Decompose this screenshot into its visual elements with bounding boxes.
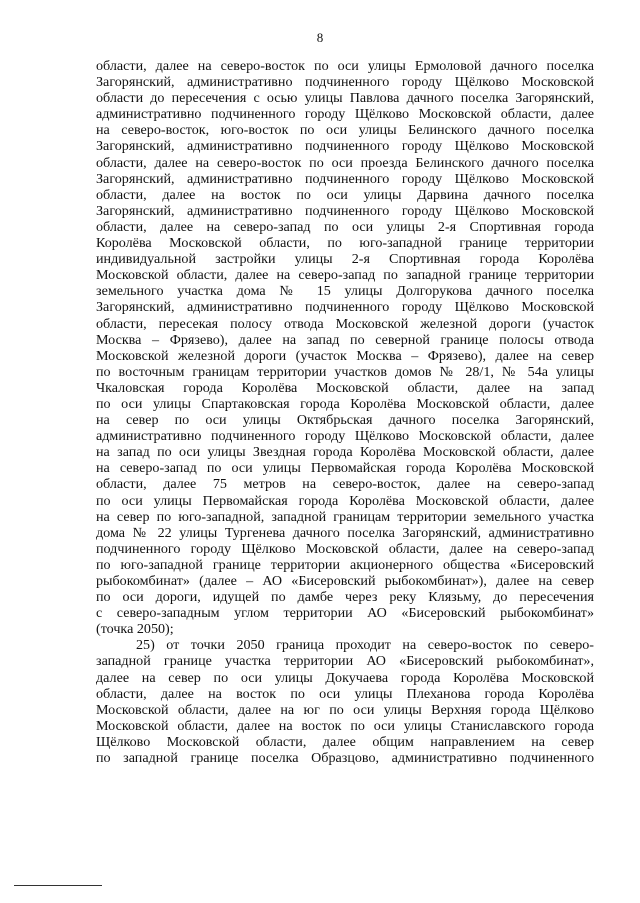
text-line: Московской области, далее на северо-запад по западной границе территории [96,267,594,284]
text-line: области до пересечения с осью улицы Павлова дачного поселка Загорянский, [96,90,594,107]
text-line: Загорянский, административно подчиненного городу Щёлково Московской [96,299,594,316]
text-line: области, далее на северо-восток по оси проезда Белинского дачного поселка [96,154,594,171]
footnote-divider [14,885,102,886]
text-line: рыбокомбинат» (далее – АО «Бисеровский рыбокомбинат»), далее на север [96,573,594,589]
text-line: далее на север по оси улицы Докучаева города Королёва Московской [96,669,594,686]
text-line: земельного участка дома № 15 улицы Долгорукова дачного поселка [96,283,594,300]
text-line: по оси дороги, идущей по дамбе через реку Клязьму, до пересечения [96,589,594,606]
text-line: области, далее на восток по оси улицы Дарвина дачного поселка [96,186,594,203]
text-line: административно подчиненного городу Щёлково Московской области, далее [96,106,594,123]
text-line: на север по юго-западной, западной границам территории земельного участка [96,508,594,525]
text-line: Загорянский, административно подчиненного городу Щёлково Московской [96,170,594,187]
text-line: Московской области, далее на восток по оси улицы Станиславского города [96,717,594,734]
text-line: Щёлково Московской области, далее общим направлением на север [96,733,594,750]
text-line: с северо-западным углом территории АО «Бисеровский рыбокомбинат» [96,605,594,622]
text-line: области, пересекая полосу отвода Московской железной дороги (участок [96,315,594,332]
text-line: Московской железной дороги (участок Москва – Фрязево), далее на север [96,347,594,364]
text-line: 25) от точки 2050 граница проходит на северо-восток по северо- [136,637,594,654]
text-line: Королёва Московской области, по юго-западной границе территории [96,235,594,252]
text-line: по восточным границам территории участков домов № 28/1, № 54а улицы [96,363,594,380]
text-line: области, далее на северо-запад по оси улицы 2-я Спортивная города [96,218,594,235]
text-line: на север по оси улицы Октябрьская дачного поселка Загорянский, [96,412,594,429]
text-line: области, далее на восток по оси улицы Плеханова города Королёва [96,685,594,702]
text-line: подчиненного городу Щёлково Московской области, далее на северо-запад [96,540,594,557]
text-line: по западной границе поселка Образцово, административно подчиненного [96,750,594,767]
text-line: (точка 2050); [96,621,174,638]
text-line: по оси улицы Первомайская города Королёва Московской области, далее [96,492,594,509]
text-line: Загорянский, административно подчиненного городу Щёлково Московской [96,202,594,219]
text-line: на запад по оси улицы Звездная города Королёва Московской области, далее [96,444,594,461]
text-line: дома № 22 улицы Тургенева дачного поселка Загорянский, административно [96,524,594,541]
text-line: Москва – Фрязево), далее на запад по северной границе полосы отвода [96,331,594,348]
text-line: индивидуальной застройки улицы 2-я Спортивная города Королёва [96,251,594,268]
text-line: западной границе участка территории АО «Бисеровский рыбокомбинат», [96,653,594,670]
text-line: административно подчиненного городу Щёлково Московской области, далее [96,428,594,445]
text-line: Загорянский, административно подчиненного городу Щёлково Московской [96,138,594,155]
text-line: Московской области, далее на юг по оси улицы Верхняя города Щёлково [96,701,594,718]
page-number: 8 [316,30,324,45]
text-line: области, далее 75 метров на северо-восток, далее на северо-запад [96,476,594,493]
text-line: Чкаловская города Королёва Московской области, далее на запад [96,379,594,396]
text-line: на северо-запад по оси улицы Первомайская города Королёва Московской [96,460,594,477]
text-line: области, далее на северо-восток по оси улицы Ермоловой дачного поселка [96,58,594,74]
text-line: Загорянский, административно подчиненного городу Щёлково Московской [96,74,594,91]
text-line: по оси улицы Спартаковская города Королёва Московской области, далее [96,395,594,412]
document-body [96,58,594,766]
text-line: по юго-западной границе территории акционерного общества «Бисеровский [96,556,594,573]
text-line: на северо-восток, юго-восток по оси улицы Белинского дачного поселка [96,122,594,139]
